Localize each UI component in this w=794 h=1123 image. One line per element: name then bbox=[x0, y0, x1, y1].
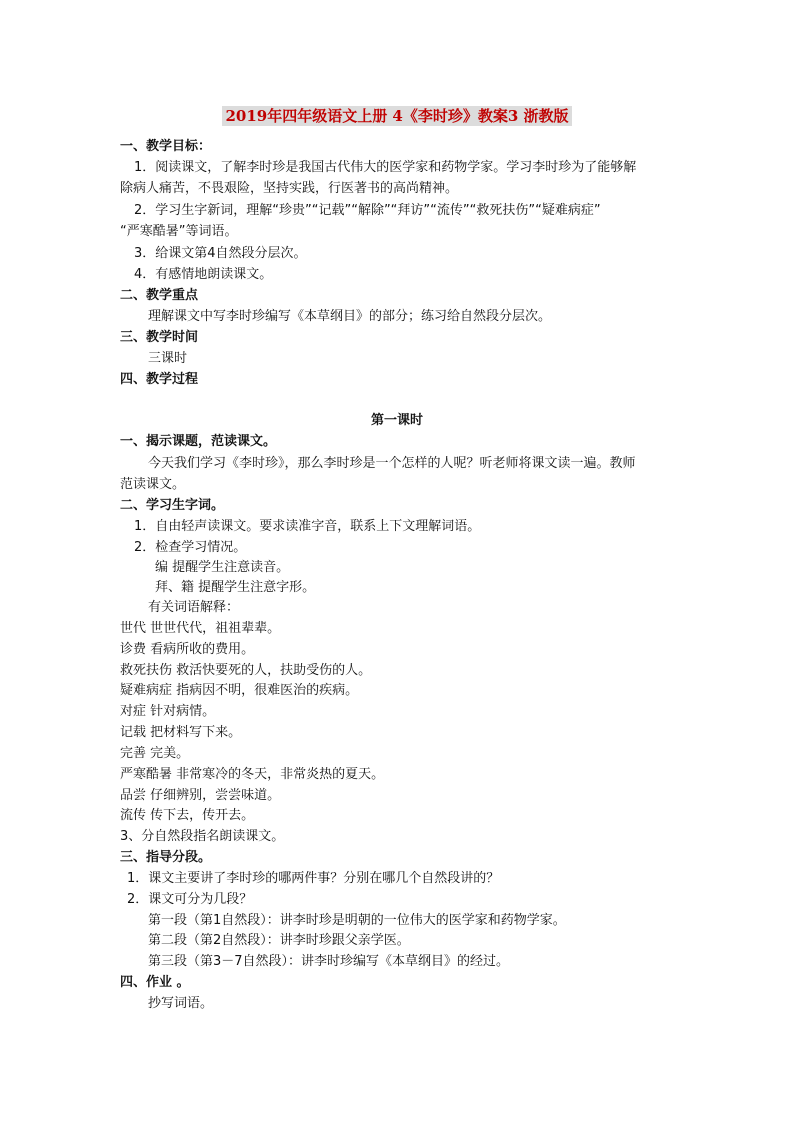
definition-6: 记载 把材料写下来。 bbox=[120, 725, 242, 740]
goal-2-line-1: 2．学习生字新词，理解“珍贵”“记载”“解除”“拜访”“流传”“救死扶伤”“疑难病症” bbox=[134, 203, 601, 218]
step-1-text-line-1: 今天我们学习《李时珍》，那么李时珍是一个怎样的人呢？听老师将课文读一遍。教师 bbox=[148, 456, 636, 471]
lesson-heading: 第一课时 bbox=[370, 413, 423, 428]
step-2-heading: 二、学习生字词。 bbox=[120, 498, 225, 513]
step-2-item-1: 1．自由轻声读课文。要求读准字音，联系上下文理解词语。 bbox=[134, 519, 481, 534]
step-4-heading: 四、作业 。 bbox=[120, 975, 190, 990]
goal-4: 4．有感情地朗读课文。 bbox=[134, 267, 273, 282]
goal-1-line-2: 除病人痛苦，不畏艰险，坚持实践，行医著书的高尚精神。 bbox=[120, 181, 459, 196]
definition-7: 完善 完美。 bbox=[120, 746, 190, 761]
section-heading-process: 四、教学过程 bbox=[120, 372, 199, 387]
document-title-text: 2019年四年级语文上册 4《李时珍》教案3 浙教版 bbox=[222, 106, 571, 126]
step-3-part-3: 第三段（第3－7自然段）：讲李时珍编写《本草纲目》的经过。 bbox=[148, 954, 510, 969]
section-heading-focus: 二、教学重点 bbox=[120, 288, 199, 303]
goal-3: 3．给课文第4自然段分层次。 bbox=[134, 246, 307, 261]
definition-2: 诊费 看病所收的费用。 bbox=[120, 642, 255, 657]
step-3-item-1: 1．课文主要讲了李时珍的哪两件事？分别在哪几个自然段讲的？ bbox=[127, 871, 500, 886]
step-3-item-2: 2．课文可分为几段？ bbox=[127, 892, 253, 907]
document-title bbox=[0, 104, 794, 128]
step-2-note-1: 编 提醒学生注意读音。 bbox=[155, 560, 290, 575]
definition-3: 救死扶伤 救活快要死的人，扶助受伤的人。 bbox=[120, 663, 372, 678]
step-1-heading: 一、揭示课题，范读课文。 bbox=[120, 434, 277, 449]
section-heading-goals: 一、教学目标： bbox=[120, 139, 212, 154]
definition-9: 品尝 仔细辨别，尝尝味道。 bbox=[120, 788, 281, 803]
time-text: 三课时 bbox=[148, 351, 188, 366]
definition-5: 对症 针对病情。 bbox=[120, 704, 216, 719]
step-3-part-1: 第一段（第1自然段）：讲李时珍是明朝的一位伟大的医学家和药物学家。 bbox=[148, 913, 566, 928]
definition-1: 世代 世世代代，祖祖辈辈。 bbox=[120, 621, 281, 636]
step-1-text-line-2: 范读课文。 bbox=[120, 477, 186, 492]
step-2-item-3: 3、分自然段指名朗读课文。 bbox=[120, 829, 285, 844]
focus-text: 理解课文中写李时珍编写《本草纲目》的部分；练习给自然段分层次。 bbox=[148, 309, 552, 324]
step-2-item-2: 2．检查学习情况。 bbox=[134, 540, 247, 555]
step-2-note-3: 有关词语解释： bbox=[148, 600, 240, 615]
goal-1-line-1: 1．阅读课文，了解李时珍是我国古代伟大的医学家和药物学家。学习李时珍为了能够解 bbox=[134, 160, 637, 175]
step-3-heading: 三、指导分段。 bbox=[120, 850, 212, 865]
definition-8: 严寒酷暑 非常寒冷的冬天，非常炎热的夏天。 bbox=[120, 767, 385, 782]
goal-2-line-2: “严寒酷暑”等词语。 bbox=[120, 224, 238, 239]
definition-4: 疑难病症 指病因不明，很难医治的疾病。 bbox=[120, 683, 359, 698]
step-2-note-2: 拜、籍 提醒学生注意字形。 bbox=[155, 580, 316, 595]
step-3-part-2: 第二段（第2自然段）：讲李时珍跟父亲学医。 bbox=[148, 933, 410, 948]
section-heading-time: 三、教学时间 bbox=[120, 330, 199, 345]
step-4-text: 抄写词语。 bbox=[148, 996, 214, 1011]
definition-10: 流传 传下去，传开去。 bbox=[120, 808, 255, 823]
